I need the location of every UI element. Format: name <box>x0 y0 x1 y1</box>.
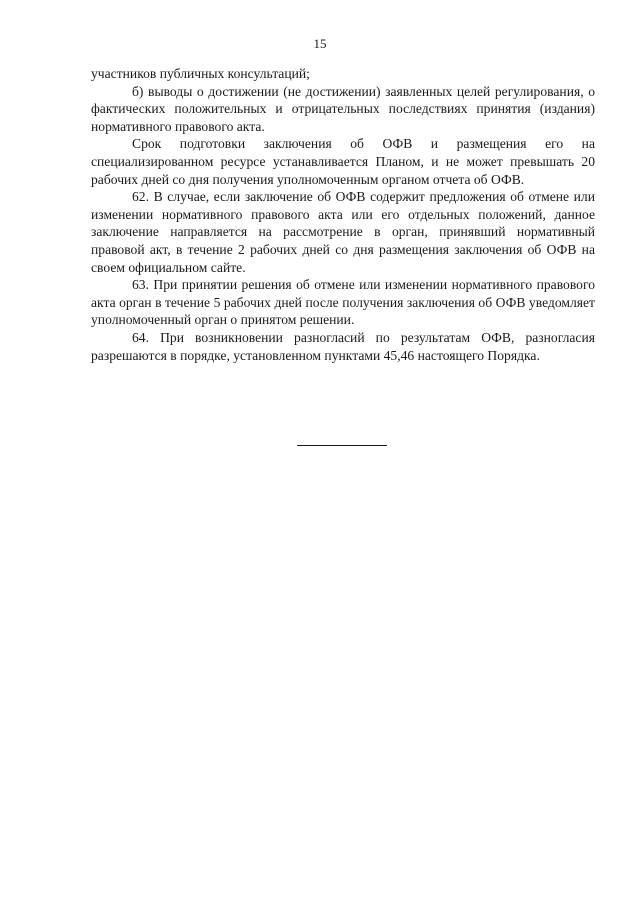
document-body <box>91 65 595 364</box>
paragraph-continuation: участников публичных консультаций; <box>91 66 310 81</box>
paragraph-item-63: 63. При принятии решения об отмене или изменении нормативного правового акта орган в течение 5 рабочих дней после получения заключения об ОФВ уведомляет уполномоченный орган о принятом решении. <box>91 277 595 328</box>
paragraph-subitem-b: б) выводы о достижении (не достижении) заявленных целей регулирования, о фактических положительных и отрицательных последствиях принятия (издания) нормативного правового акта. <box>91 83 595 134</box>
page-number: 15 <box>313 36 327 51</box>
paragraph-deadline: Срок подготовки заключения об ОФВ и размещения его на специализированном ресурсе устанавливается Планом, и не может превышать 20 рабочих дней со дня получения уполномоченным органом отчета об ОФВ. <box>91 136 595 187</box>
end-separator-line <box>297 445 387 446</box>
paragraph-item-62: 62. В случае, если заключение об ОФВ содержит предложения об отмене или изменении нормативного правового акта или его отдельных положений, данное заключение направляется на рассмотрение в орган, принявший нормативный правовой акт, в течение 2 рабочих дней со дня размещения заключения об ОФВ на своем официальном сайте. <box>91 189 595 275</box>
paragraph-item-64: 64. При возникновении разногласий по результатам ОФВ, разногласия разрешаются в порядке, установленном пунктами 45,46 настоящего Порядка. <box>91 329 595 363</box>
